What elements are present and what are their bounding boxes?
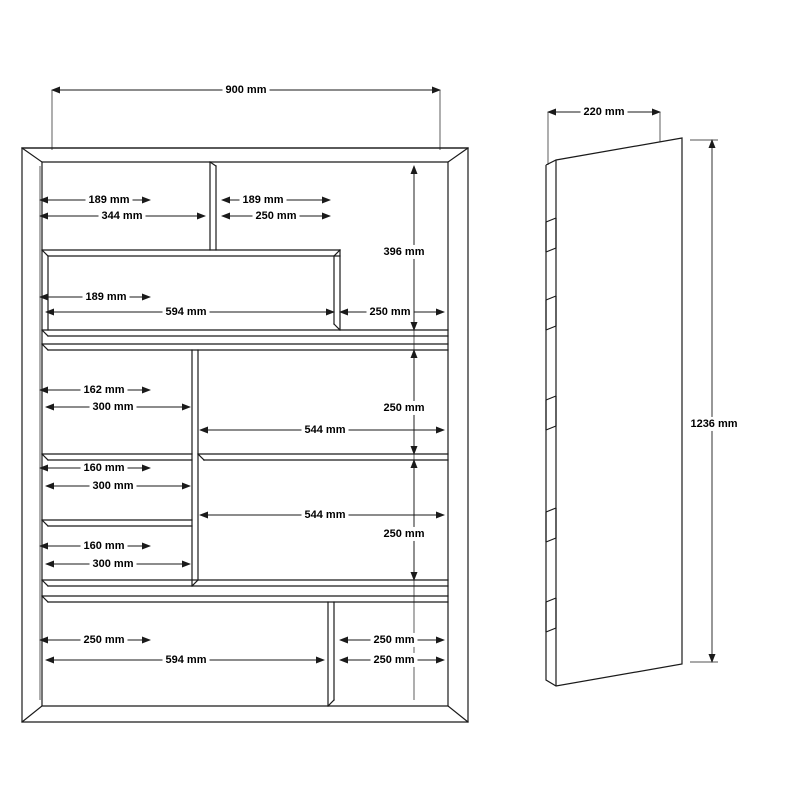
- dim-250-bottom-right-a: 250 mm: [371, 633, 418, 647]
- dim-162: 162 mm: [81, 383, 128, 397]
- dim-594-bottom: 594 mm: [163, 653, 210, 667]
- dim-160-b: 160 mm: [81, 539, 128, 553]
- dim-250-second: 250 mm: [367, 305, 414, 319]
- side-view-geometry: [546, 138, 682, 686]
- dim-300-a: 300 mm: [90, 400, 137, 414]
- dim-544-upper: 544 mm: [302, 423, 349, 437]
- dim-160-a: 160 mm: [81, 461, 128, 475]
- dim-396: 396 mm: [381, 245, 428, 259]
- dim-overall-width-900: 900 mm: [223, 83, 270, 97]
- dim-height-1236: 1236 mm: [687, 417, 740, 431]
- dim-depth-220: 220 mm: [581, 105, 628, 119]
- dim-344: 344 mm: [99, 209, 146, 223]
- dim-189-top-right: 189 mm: [240, 193, 287, 207]
- dim-250-bottom-right-b: 250 mm: [371, 653, 418, 667]
- dim-300-b: 300 mm: [90, 479, 137, 493]
- dim-544-lower: 544 mm: [302, 508, 349, 522]
- dim-189-top-left: 189 mm: [86, 193, 133, 207]
- dim-189-second: 189 mm: [83, 290, 130, 304]
- dim-250-mid: 250 mm: [381, 401, 428, 415]
- dim-250-bottom-left: 250 mm: [81, 633, 128, 647]
- dim-250-lower: 250 mm: [381, 527, 428, 541]
- dim-594-second: 594 mm: [163, 305, 210, 319]
- dim-250-top: 250 mm: [253, 209, 300, 223]
- dim-300-c: 300 mm: [90, 557, 137, 571]
